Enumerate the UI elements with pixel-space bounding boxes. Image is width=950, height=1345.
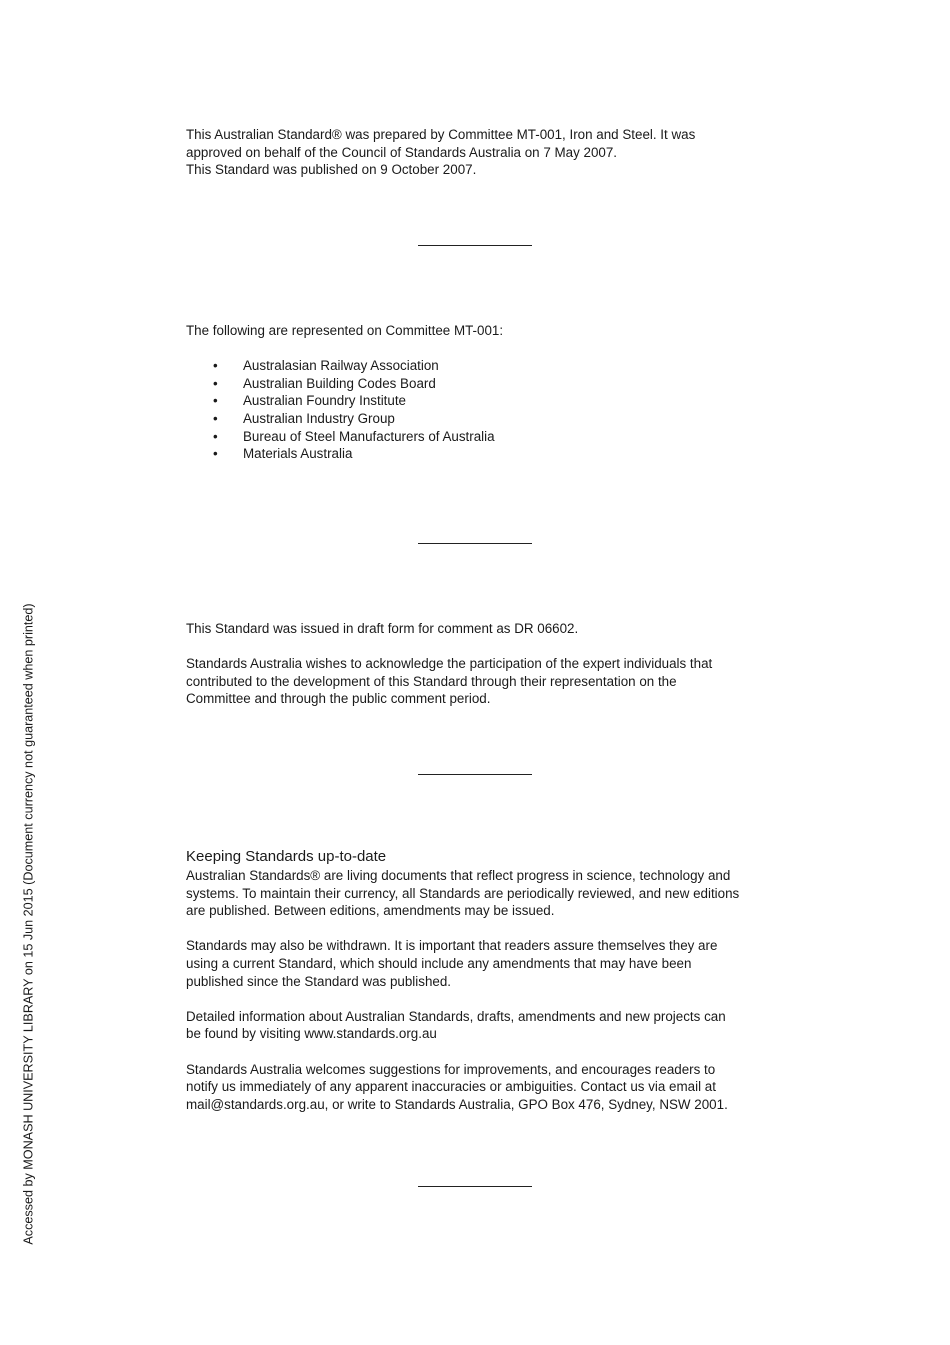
committee-section bbox=[186, 322, 776, 463]
acknowledgement-line: contributed to the development of this Standard through their representation on the bbox=[186, 673, 677, 689]
committee-member: • Australian Foundry Institute bbox=[186, 392, 776, 410]
section-heading: Keeping Standards up-to-date bbox=[186, 848, 387, 865]
paragraph-line: are published. Between editions, amendments may be issued. bbox=[186, 903, 555, 919]
paragraph-line: Australian Standards® are living documents that reflect progress in science, technology and bbox=[186, 868, 731, 883]
paragraph-line: mail@standards.org.au, or write to Standards Australia, GPO Box 476, Sydney, NSW 2001. bbox=[186, 1096, 728, 1112]
paragraph-line: Detailed information about Australian Standards, drafts, amendments and new projects can bbox=[186, 1008, 726, 1024]
separator-rule bbox=[418, 543, 532, 544]
approval-line: approved on behalf of the Council of Standards Australia on 7 May 2007. bbox=[186, 144, 618, 160]
committee-member: • Materials Australia bbox=[186, 445, 776, 463]
separator-rule bbox=[418, 1186, 532, 1187]
paragraph-line: notify us immediately of any apparent inaccuracies or ambiguities. Contact us via email at bbox=[186, 1079, 716, 1095]
paragraph-line: using a current Standard, which should include any amendments that may have been bbox=[186, 955, 692, 971]
committee-member: • Australasian Railway Association bbox=[186, 357, 776, 375]
access-watermark: Accessed by MONASH UNIVERSITY LIBRARY on 15 Jun 2015 (Document currency not guaranteed when printed) bbox=[21, 603, 36, 1245]
paragraph-line: Standards may also be withdrawn. It is important that readers assure themselves they are bbox=[186, 938, 718, 954]
paragraph-line: be found by visiting www.standards.org.au bbox=[186, 1026, 437, 1042]
separator-rule bbox=[418, 774, 532, 775]
committee-member-list bbox=[186, 357, 776, 463]
paragraph-line: Standards Australia welcomes suggestions for improvements, and encourages readers to bbox=[186, 1061, 716, 1077]
paragraph-line: published since the Standard was published. bbox=[186, 973, 452, 989]
separator-rule bbox=[418, 245, 532, 246]
committee-intro: The following are represented on Committee MT-001: bbox=[186, 323, 504, 338]
committee-member: • Australian Industry Group bbox=[186, 410, 776, 428]
approval-statement bbox=[186, 126, 776, 179]
acknowledgement-line: Committee and through the public comment period. bbox=[186, 691, 491, 707]
committee-member: • Australian Building Codes Board bbox=[186, 375, 776, 393]
keeping-standards-section bbox=[186, 848, 776, 1113]
approval-line: This Australian Standard® was prepared by Committee MT-001, Iron and Steel. It was bbox=[186, 127, 696, 142]
committee-member: • Bureau of Steel Manufacturers of Australia bbox=[186, 428, 776, 446]
draft-section bbox=[186, 620, 776, 708]
acknowledgement-line: Standards Australia wishes to acknowledge the participation of the expert individuals that bbox=[186, 656, 713, 672]
draft-issued-text: This Standard was issued in draft form for comment as DR 06602. bbox=[186, 621, 579, 636]
publication-line: This Standard was published on 9 October 2007. bbox=[186, 162, 477, 178]
paragraph-line: systems. To maintain their currency, all Standards are periodically reviewed, and new editions bbox=[186, 885, 740, 901]
